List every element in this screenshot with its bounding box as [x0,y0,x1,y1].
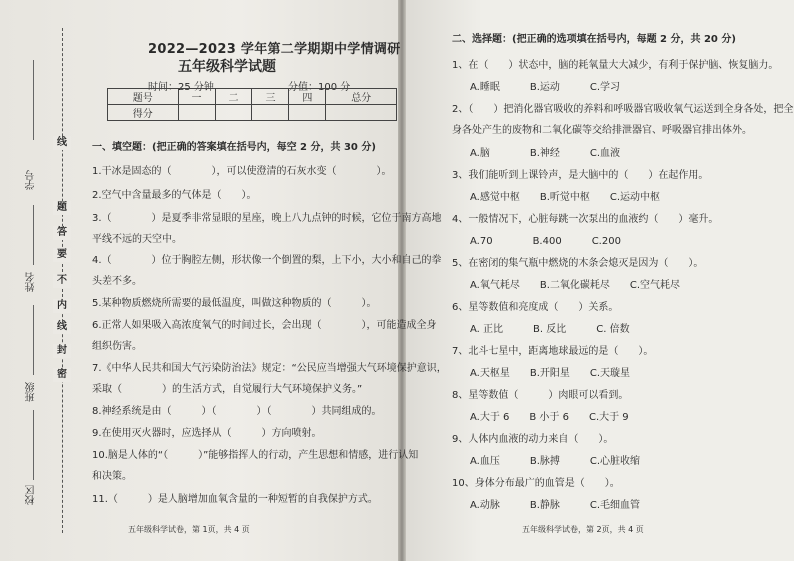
choice-question-cont: 身各处产生的废物和二氧化碳等交给排泄器官、呼吸器官排出体外。 [452,125,752,136]
fill-question: 7.《中华人民共和国大气污染防治法》规定：“公民应当增强大气环境保护意识， [92,363,447,374]
fill-question-cont: 组织伤害。 [92,341,142,352]
score-cell[interactable] [252,105,289,121]
fill-question-cont: 平线不远的天空中。 [92,234,182,245]
seal-char: 线 [53,320,71,334]
fill-question: 1.干冰是固态的（ ），可以使澄清的石灰水变（ ）。 [92,166,392,177]
field-class: 班级 [26,382,37,402]
fill-question: 3.（ ）是夏季非常显眼的星座，晚上八九点钟的时候，它位于南方高地 [92,213,442,224]
score-cell: 三 [252,89,289,105]
choice-options: A.氧气耗尽 B.二氧化碳耗尽 C.空气耗尽 [470,280,681,291]
fill-question: 8.神经系统是由（ ）（ ）（ ）共同组成的。 [92,406,382,417]
choice-options: A.70 B.400 C.200 [470,236,621,247]
choice-question: 10、身体分布最广的血管是（ ）。 [452,478,620,489]
fill-question: 5.某种物质燃烧所需要的最低温度，叫做这种物质的（ ）。 [92,298,377,309]
score-cell[interactable] [289,105,326,121]
fill-question: 11.（ ）是人脑增加血氧含量的一种短暂的自我保护方式。 [92,494,378,505]
score-cell[interactable] [215,105,252,121]
choice-question: 5、在密闭的集气瓶中燃烧的木条会熄灭是因为（ ）。 [452,258,704,269]
choice-options: A.感觉中枢 B.听觉中枢 C.运动中枢 [470,192,661,203]
page2-footer: 五年级科学试卷，第 2页，共 4 页 [522,525,644,534]
fill-question: 10.脑是人体的“（ ）”能够指挥人的行动，产生思想和情感，进行认知 [92,450,419,461]
seal-char: 线 [53,136,71,150]
seal-char: 密 [53,368,71,382]
fill-question: 4.（ ）位于胸腔左侧，形状像一个倒置的梨，上下小，大小和自己的拳 [92,255,442,266]
choice-question: 2、（ ）把消化器官吸收的养料和呼吸器官吸收氧气运送到全身各处，把全 [452,104,794,115]
seal-char: 要 [53,248,71,262]
seal-char: 内 [53,299,71,313]
choice-question: 6、星等数值和亮度成（ ）关系。 [452,302,619,313]
fill-question: 9.在使用灭火器时，应选择从（ ）方向喷射。 [92,428,322,439]
score-cell: 得分 [108,105,179,121]
choice-question: 1、在（ ）状态中，脑的耗氧量大大减少，有利于保护脑、恢复脑力。 [452,60,779,71]
score-cell[interactable] [178,105,215,121]
section2-heading: 二、选择题：(把正确的选项填在括号内，每题 2 分，共 20 分) [452,34,736,45]
field-campus: 校区 [26,485,37,505]
exam-subtitle: 五年级科学试题 [178,59,276,75]
seal-char: 封 [53,344,71,358]
field-line [33,205,34,265]
seal-char: 答 [53,226,71,240]
score-cell: 四 [289,89,326,105]
choice-options: A. 正比 B. 反比 C. 倍数 [470,324,630,335]
exam-time: 时间：25 分钟 [148,82,214,93]
score-cell: 二 [215,89,252,105]
score-cell: 一 [178,89,215,105]
choice-options: A.大于 6 B 小于 6 C.大于 9 [470,412,629,423]
choice-options: A.天枢星 B.开阳星 C.天璇星 [470,368,631,379]
fill-question: 2.空气中含量最多的气体是（ ）。 [92,190,257,201]
field-line [33,305,34,375]
choice-question: 8、星等数值（ ）肉眼可以看到。 [452,390,629,401]
score-cell: 题号 [108,89,179,105]
choice-options: A.脑 B.神经 C.血液 [470,148,621,159]
binding-strip [0,0,92,561]
fill-question-cont: 和决策。 [92,471,132,482]
section1-heading: 一、填空题：(把正确的答案填在括号内，每空 2 分，共 30 分) [92,142,376,153]
fill-question-cont: 头差不多。 [92,276,142,287]
choice-options: A.动脉 B.静脉 C.毛细血管 [470,500,641,511]
fill-question: 6.正常人如果吸入高浓度氧气的时间过长，会出现（ ），可能造成全身 [92,320,437,331]
field-line [33,60,34,140]
fill-question-cont: 采取（ ）的生活方式，自觉履行大气环境保护义务。” [92,384,363,395]
choice-question: 3、我们能听到上课铃声，是大脑中的（ ）在起作用。 [452,170,709,181]
seal-char: 题 [53,201,71,215]
choice-question: 7、北斗七星中，距离地球最远的是（ ）。 [452,346,654,357]
field-name: 姓名 [26,272,37,292]
choice-question: 4、一般情况下，心脏每跳一次泵出的血液约（ ）毫升。 [452,214,719,225]
choice-options: A.睡眠 B.运动 C.学习 [470,82,621,93]
score-table [107,88,397,121]
field-line [33,410,34,480]
choice-options: A.血压 B.脉搏 C.心脏收缩 [470,456,641,467]
field-student-id: 学号 [26,170,37,190]
exam-score-total: 分值：100 分 [288,82,351,93]
score-cell: 总分 [326,89,397,105]
choice-question: 9、人体内血液的动力来自（ ）。 [452,434,614,445]
exam-title: 2022—2023 学年第二学期期中学情调研 [148,42,401,57]
score-cell[interactable] [326,105,397,121]
book-gutter [398,0,406,561]
page1-footer: 五年级科学试卷，第 1页，共 4 页 [128,525,250,534]
seal-char: 不 [53,274,71,288]
